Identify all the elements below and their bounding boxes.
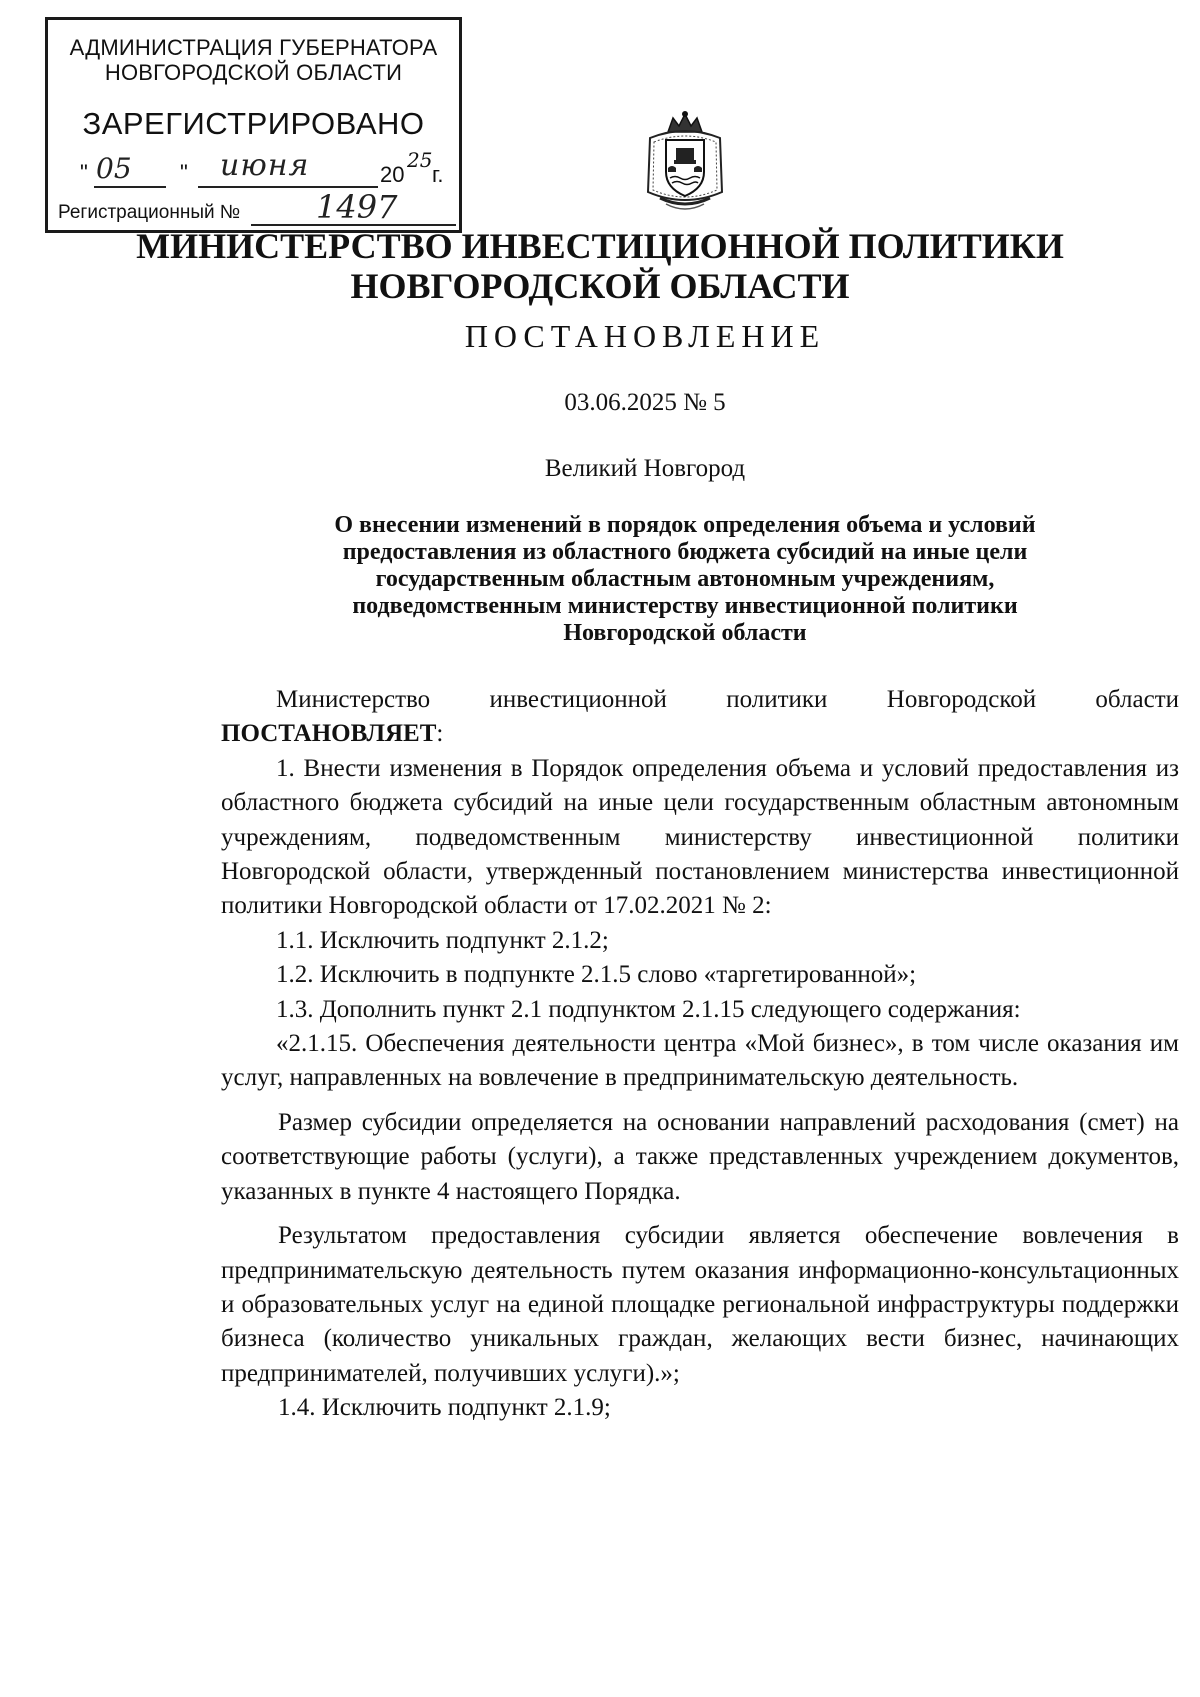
novgorod-coat-of-arms-icon: [640, 110, 730, 216]
resolves-word: ПОСТАНОВЛЯЕТ: [221, 720, 437, 748]
stamp-date-row: [80, 148, 450, 192]
stamp-number-row: [58, 188, 453, 228]
resolves-line: [221, 717, 1179, 751]
paragraph-1-2: 1.2. Исключить в подпункте 2.1.5 слово «таргетированной»;: [276, 961, 917, 989]
subject-line: предоставления из областного бюджета субсидий на иные цели: [342, 539, 1028, 565]
stamp-quote-open: ": [80, 160, 88, 185]
subject-line: Новгородской области: [563, 620, 807, 646]
subject-line: подведомственным министерству инвестиционной политики: [352, 593, 1018, 619]
document-type: ПОСТАНОВЛЕНИЕ: [464, 318, 826, 354]
ministry-name-line1: МИНИСТЕРСТВО ИНВЕСТИЦИОННОЙ ПОЛИТИКИ: [136, 226, 1064, 266]
paragraph-1-3: 1.3. Дополнить пункт 2.1 подпунктом 2.1.15 следующего содержания:: [276, 995, 1021, 1023]
paragraph-1: 1. Внести изменения в Порядок определения объема и условий предоставления из областного бюджета субсидий на иные цели государственным областным автономным учреждениям, подведомственным министерству инвестиционной политики Новгородской области, утвержденный постановлением министерства инвестиционной политики Новгородской области от 17.02.2021 № 2:: [221, 754, 1179, 920]
registration-stamp: [45, 17, 462, 233]
stamp-number-label: Регистрационный №: [58, 202, 241, 223]
intro-paragraph: Министерство инвестиционной политики Новгородской области: [276, 686, 1179, 713]
stamp-authority-line2: НОВГОРОДСКОЙ ОБЛАСТИ: [104, 60, 403, 85]
stamp-year-handwritten: 25: [407, 148, 433, 172]
stamp-day-line: [94, 186, 166, 188]
subject-line: государственным областным автономным учреждениям,: [375, 566, 995, 592]
quoted-paragraph-3: Результатом предоставления субсидии является обеспечение вовлечения в предпринимательскую деятельность путем оказания информационно-консультационных и образовательных услуг на единой площадке региональной инфраструктуры поддержки бизнеса (количество уникальных граждан, желающих вести бизнес, начинающих предпринимателей, получивших услуги).»;: [221, 1222, 1179, 1387]
stamp-number-handwritten: 1497: [316, 188, 398, 226]
ministry-name-line2: НОВГОРОДСКОЙ ОБЛАСТИ: [350, 266, 850, 306]
stamp-authority-line1: АДМИНИСТРАЦИЯ ГУБЕРНАТОРА: [69, 35, 438, 60]
document-subject: [255, 512, 1115, 647]
stamp-month-handwritten: июня: [220, 148, 310, 183]
document-body: [221, 683, 1179, 1426]
stamp-year-prefix: 20: [380, 162, 405, 187]
document-city: Великий Новгород: [544, 455, 746, 482]
paragraph-1-4: 1.4. Исключить подпункт 2.1.9;: [278, 1394, 611, 1422]
quoted-paragraph-1: «2.1.15. Обеспечения деятельности центра «Мой бизнес», в том числе оказания им услуг, направленных на вовлечение в предпринимательскую деятельность.: [221, 1030, 1179, 1092]
stamp-year-g: г.: [432, 162, 444, 187]
stamp-quote-close: ": [180, 160, 188, 185]
paragraph-1-1: 1.1. Исключить подпункт 2.1.2;: [276, 926, 609, 954]
stamp-day-handwritten: 05: [96, 152, 132, 185]
quoted-paragraph-2: Размер субсидии определяется на основании направлений расходования (смет) на соответствующие работы (услуги), а также представленных учреждением документов, указанных в пункте 4 настоящего Порядка.: [221, 1108, 1179, 1205]
resolves-colon: :: [436, 720, 444, 748]
ministry-name: [0, 226, 1200, 306]
document-date-number: 03.06.2025 № 5: [564, 389, 726, 416]
subject-line: О внесении изменений в порядок определения объема и условий: [334, 512, 1036, 538]
stamp-registered-label: ЗАРЕГИСТРИРОВАНО: [82, 106, 425, 141]
